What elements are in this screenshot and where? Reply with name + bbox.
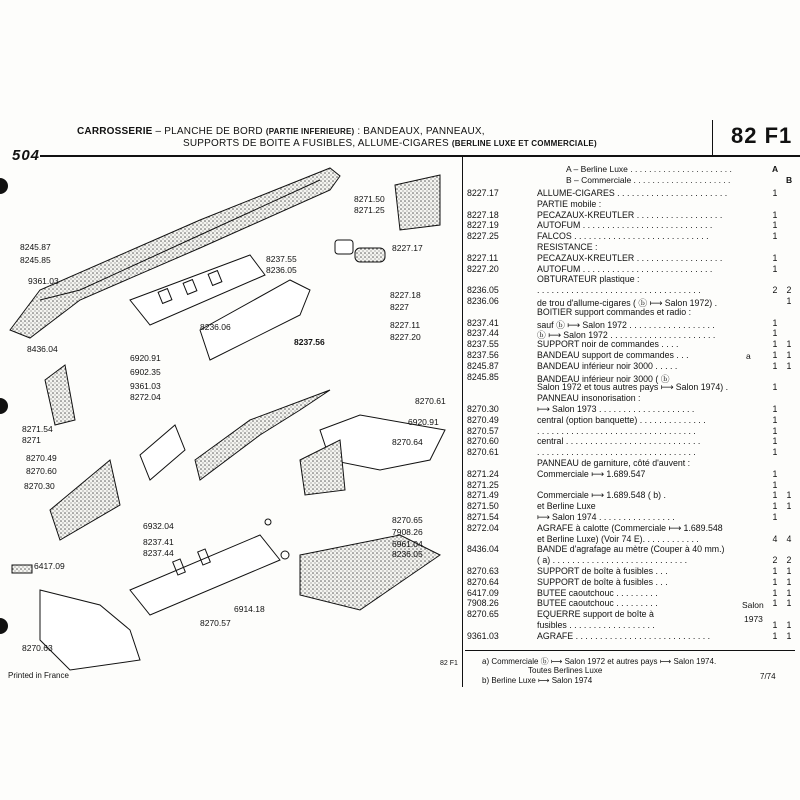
callout: 8236.05	[266, 265, 297, 275]
qty-commerciale: 1	[786, 350, 792, 360]
qty-berline-luxe: 1	[772, 188, 778, 198]
callout: 8237.44	[143, 548, 174, 558]
side-trim-30	[50, 460, 120, 540]
callout: 8270.60	[26, 466, 57, 476]
bracket-label: Salon	[742, 600, 764, 610]
callout: 8236.05	[392, 549, 423, 559]
callout: 8271	[22, 435, 41, 445]
callout: 8237.55	[266, 254, 297, 264]
part-description: BUTEE caoutchouc . . . . . . . . .	[537, 587, 658, 598]
part-reference: 8227.18	[467, 209, 499, 220]
part-description: RESISTANCE :	[537, 242, 598, 252]
header-items: : BANDEAUX, PANNEAUX,	[354, 126, 485, 137]
part-reference: 8245.87	[467, 360, 499, 371]
qty-commerciale: 1	[786, 598, 792, 609]
qty-berline-luxe: 1	[772, 263, 778, 274]
callout: 6914.18	[234, 604, 265, 614]
qty-berline-luxe: 1	[772, 468, 778, 479]
fuse-box-support	[40, 590, 140, 670]
part-description: EQUERRE support de boîte à	[537, 609, 654, 620]
callout: 6417.09	[34, 561, 65, 571]
qty-berline-luxe: 1	[772, 360, 778, 371]
callout: 8270.63	[22, 643, 53, 653]
section-code: 82 F1	[731, 123, 793, 148]
rubber-stop-part	[12, 565, 32, 573]
qty-berline-luxe: 1	[772, 566, 778, 576]
qty-commerciale: 1	[786, 296, 792, 306]
part-description: et Berline Luxe	[537, 501, 596, 512]
part-reference: 8245.85	[467, 371, 499, 382]
qty-commerciale: 1	[786, 501, 792, 512]
legend-b-code: B	[786, 175, 793, 185]
part-description: PANNEAU de garniture, côté d'auvent :	[537, 458, 691, 468]
qty-berline-luxe: 1	[772, 220, 778, 231]
part-reference: 8271.50	[467, 501, 499, 512]
part-reference: 8227.11	[467, 252, 499, 263]
qty-commerciale: 2	[786, 555, 792, 566]
qty-berline-luxe: 1	[772, 587, 778, 598]
part-description: PECAZAUX-KREUTLER . . . . . . . . . . . . . . . . . .	[537, 252, 723, 263]
callout: 9361.03	[130, 381, 161, 391]
qty-berline-luxe: 1	[772, 404, 778, 414]
callout: 6920.91	[408, 417, 439, 427]
header-title: CARROSSERIE	[77, 126, 153, 137]
callout: 8270.65	[392, 515, 423, 525]
qty-berline-luxe: 1	[772, 501, 778, 512]
part-reference: 8227.25	[467, 231, 499, 242]
part-reference: 8227.17	[467, 188, 499, 198]
part-description: BANDE d'agrafage au mètre (Couper à 40 mm.)	[537, 544, 725, 555]
callout: 8227.11	[390, 320, 421, 330]
header-divider	[712, 120, 713, 156]
qty-berline-luxe: 1	[772, 598, 778, 609]
side-trim-54	[45, 365, 75, 425]
part-description: OBTURATEUR plastique :	[537, 274, 640, 285]
qty-berline-luxe: 1	[772, 339, 778, 350]
qty-berline-luxe: 1	[772, 479, 778, 490]
part-reference: 8270.63	[467, 566, 499, 576]
header-qualifier-2: (BERLINE LUXE ET COMMERCIALE)	[451, 139, 597, 148]
part-description: . . . . . . . . . . . . . . . . . . . . . . . . . . . . . . . . .	[537, 425, 696, 436]
callout: 8227.17	[392, 243, 423, 253]
part-reference: 8227.19	[467, 220, 499, 231]
part-description: PARTIE mobile :	[537, 198, 602, 209]
part-reference: 8272.04	[467, 522, 499, 533]
qty-commerciale: 1	[786, 339, 792, 350]
part-reference: 8227.20	[467, 263, 499, 274]
part-description: SUPPORT de boîte à fusibles . . .	[537, 566, 668, 576]
qty-berline-luxe: 1	[772, 512, 778, 522]
qty-commerciale: 2	[786, 285, 792, 296]
part-description: ( a) . . . . . . . . . . . . . . . . . . . . . . . . . . . .	[537, 555, 688, 566]
qty-berline-luxe: 1	[772, 317, 778, 328]
page-mark: 82 F1	[440, 660, 458, 667]
exploded-view-drawing	[0, 160, 462, 680]
callout: 8227	[390, 302, 409, 312]
qty-commerciale: 1	[786, 360, 792, 371]
qty-berline-luxe: 1	[772, 490, 778, 501]
footnote-a: a) Commerciale ⓑ ⟼ Salon 1972 et autres pays ⟼ Salon 1974.	[482, 657, 717, 666]
part-reference: 8270.57	[467, 425, 499, 436]
part-description: BOITIER support commandes et radio :	[537, 306, 692, 317]
qty-berline-luxe: 1	[772, 436, 778, 447]
part-reference: 8270.65	[467, 609, 499, 620]
part-description: BANDEAU inférieur noir 3000 ( ⓑ	[537, 373, 670, 384]
qty-berline-luxe: 1	[772, 209, 778, 220]
legend-a-code: A	[772, 164, 779, 174]
callout: 8436.04	[27, 344, 58, 354]
part-description: fusibles . . . . . . . . . . . . . . . . . .	[537, 620, 655, 630]
part-description: AUTOFUM . . . . . . . . . . . . . . . . . . . . . . . . . . .	[537, 263, 713, 274]
cigar-lighter	[335, 240, 385, 262]
header-rule	[40, 155, 800, 157]
qty-commerciale: 1	[786, 620, 792, 630]
part-reference: 8270.60	[467, 436, 499, 447]
part-reference: 8237.55	[467, 339, 499, 350]
callout: 8227.20	[390, 332, 421, 342]
part-reference: 7908.26	[467, 598, 499, 609]
part-description: central (option banquette) . . . . . . . . . . . . . .	[537, 414, 706, 425]
part-description: central . . . . . . . . . . . . . . . . . . . . . . . . . . . .	[537, 436, 701, 447]
callout: 6902.35	[130, 367, 161, 377]
part-description: ALLUME-CIGARES . . . . . . . . . . . . . . . . . . . . . . .	[537, 188, 728, 198]
qty-berline-luxe: 1	[772, 350, 778, 360]
callout: 8237.41	[143, 537, 174, 547]
qty-berline-luxe: 4	[772, 533, 778, 544]
header-line-2	[183, 138, 597, 149]
callout: 8236.06	[200, 322, 231, 332]
part-reference: 8271.49	[467, 490, 499, 501]
footnote-a-2: Toutes Berlines Luxe	[528, 666, 603, 675]
part-description: AUTOFUM . . . . . . . . . . . . . . . . . . . . . . . . . . .	[537, 220, 713, 231]
part-reference: 8270.49	[467, 414, 499, 425]
part-reference: 6417.09	[467, 587, 499, 598]
qty-commerciale: 1	[786, 630, 792, 641]
callout: 8270.49	[26, 453, 57, 463]
part-description: BANDEAU support de commandes . . .	[537, 350, 689, 360]
column-divider	[462, 157, 463, 687]
part-description: AGRAFE à calotte (Commerciale ⟼ 1.689.548	[537, 522, 723, 533]
part-description: Commerciale ⟼ 1.689.547	[537, 468, 646, 479]
header-line-1	[77, 126, 485, 137]
part-description: . . . . . . . . . . . . . . . . . . . . . . . . . . . . . . . . . .	[537, 285, 701, 296]
part-reference: 8436.04	[467, 544, 499, 555]
part-description: ⟼ Salon 1974 . . . . . . . . . . . . . . . .	[537, 512, 675, 522]
part-reference: 8270.30	[467, 404, 499, 414]
part-description: de trou d'allume-cigares ( ⓑ ⟼ Salon 1972) .	[537, 298, 718, 308]
part-description: FALCOS . . . . . . . . . . . . . . . . . . . . . . . . . . . .	[537, 231, 709, 242]
radio-support-box	[130, 535, 280, 615]
qty-commerciale: 1	[786, 576, 792, 587]
qty-berline-luxe: 1	[772, 630, 778, 641]
part-description: BUTEE caoutchouc . . . . . . . . .	[537, 598, 658, 609]
part-reference: 8237.56	[467, 350, 499, 360]
callout: 8237.56	[294, 337, 325, 347]
callout: 8270.61	[415, 396, 446, 406]
qty-berline-luxe: 1	[772, 382, 778, 393]
part-description: SUPPORT de boîte à fusibles . . .	[537, 576, 668, 587]
callout: 8227.18	[390, 290, 421, 300]
callout: 6961.04	[392, 539, 423, 549]
part-reference: 8271.25	[467, 479, 499, 490]
qty-commerciale: 1	[786, 566, 792, 576]
part-reference: 8270.61	[467, 447, 499, 458]
washer-part	[265, 519, 271, 525]
part-description: ⓑ ⟼ Salon 1972 . . . . . . . . . . . . . . . . . . . . . .	[537, 330, 716, 341]
qty-berline-luxe: 1	[772, 447, 778, 458]
qty-berline-luxe: 1	[772, 231, 778, 242]
part-reference: 8237.41	[467, 317, 499, 328]
qty-berline-luxe: 1	[772, 620, 778, 630]
part-description: BANDEAU inférieur noir 3000 . . . . .	[537, 360, 678, 371]
bracket-label: a	[746, 351, 751, 361]
header-qualifier: (PARTIE INFERIEURE)	[265, 127, 355, 136]
part-reference: 9361.03	[467, 630, 499, 641]
part-description: sauf ⓑ ⟼ Salon 1972 . . . . . . . . . . . . . . . . . .	[537, 319, 715, 330]
part-reference: 8236.05	[467, 285, 499, 296]
callout: 9361.03	[28, 276, 59, 286]
brand-logo: 504	[12, 147, 41, 164]
callout: 8272.04	[130, 392, 161, 402]
qty-berline-luxe: 1	[772, 576, 778, 587]
part-description: . . . . . . . . . . . . . . . . . . . . . . . . . . . . . . . . .	[537, 447, 696, 458]
header-items-2: SUPPORTS DE BOITE A FUSIBLES, ALLUME-CIGARES	[183, 138, 452, 149]
callout: 8271.25	[354, 205, 385, 215]
callout: 8245.85	[20, 255, 51, 265]
footnote-b: b) Berline Luxe ⟼ Salon 1974	[482, 676, 593, 685]
qty-berline-luxe: 2	[772, 555, 778, 566]
part-description: AGRAFE . . . . . . . . . . . . . . . . . . . . . . . . . . . .	[537, 630, 711, 641]
part-description: ⟼ Salon 1973 . . . . . . . . . . . . . . . . . . . .	[537, 404, 695, 414]
qty-berline-luxe: 1	[772, 414, 778, 425]
part-description: PANNEAU insonorisation :	[537, 393, 641, 404]
part-description: SUPPORT noir de commandes . . . .	[537, 339, 679, 350]
part-reference: 8270.64	[467, 576, 499, 587]
callout: 8270.57	[200, 618, 231, 628]
callout: 8271.50	[354, 194, 385, 204]
legend-b-label: B – Commerciale . . . . . . . . . . . . . . . . . . . . .	[566, 175, 731, 185]
print-date: 7/74	[760, 672, 776, 681]
part-reference: 8237.44	[467, 328, 499, 339]
qty-commerciale: 4	[786, 533, 792, 544]
part-description: PECAZAUX-KREUTLER . . . . . . . . . . . . . . . . . .	[537, 209, 723, 220]
callout: 8245.87	[20, 242, 51, 252]
printed-in: Printed in France	[8, 671, 69, 680]
grommet-part	[281, 551, 289, 559]
qty-berline-luxe: 1	[772, 328, 778, 339]
qty-berline-luxe: 1	[772, 425, 778, 436]
part-reference: 8271.24	[467, 468, 499, 479]
qty-berline-luxe: 1	[772, 252, 778, 263]
callout: 8271.54	[22, 424, 53, 434]
legend-a-label: A – Berline Luxe . . . . . . . . . . . . . . . . . . . . . .	[566, 164, 732, 174]
part-reference: 8236.06	[467, 296, 499, 306]
header-subtitle: – PLANCHE DE BORD	[152, 126, 266, 137]
callout: 8270.64	[392, 437, 423, 447]
footnote-rule	[465, 650, 795, 651]
trim-panel-upper	[395, 175, 440, 230]
part-description: Commerciale ⟼ 1.689.548 ( b) .	[537, 490, 666, 501]
part-description: Salon 1972 et tous autres pays ⟼ Salon 1974) .	[537, 382, 729, 393]
callout: 6920.91	[130, 353, 161, 363]
callout: 6932.04	[143, 521, 174, 531]
bracket-label: 1973	[744, 614, 763, 624]
part-reference: 8271.54	[467, 512, 499, 522]
qty-berline-luxe: 2	[772, 285, 778, 296]
qty-commerciale: 1	[786, 587, 792, 598]
callout: 7908.26	[392, 527, 423, 537]
qty-commerciale: 1	[786, 490, 792, 501]
part-description: et Berline Luxe) (Voir 74 E). . . . . . . . . . . .	[537, 533, 699, 544]
callout: 8270.30	[24, 481, 55, 491]
